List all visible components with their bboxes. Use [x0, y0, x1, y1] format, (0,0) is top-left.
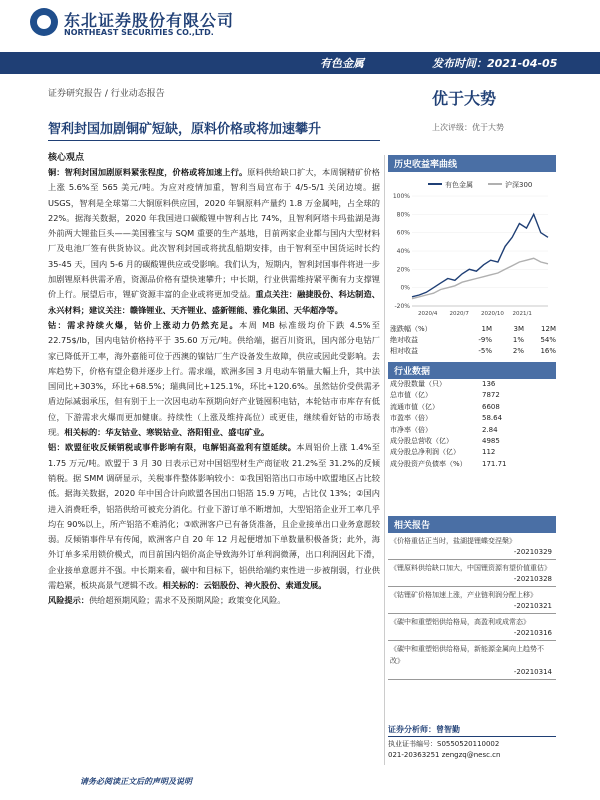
related-report-link[interactable]: 《价格重估正当时，盐湖提锂蝶变涅槃》 — [390, 537, 516, 545]
y-tick-label: 0% — [400, 284, 410, 292]
report-header — [0, 0, 600, 46]
company-logo-icon — [30, 8, 58, 36]
footer-disclaimer: 请务必阅读正文后的声明及说明 — [80, 777, 192, 786]
related-report-date: -20210329 — [388, 547, 556, 560]
performance-table — [390, 324, 556, 357]
report-body — [48, 165, 380, 609]
industry-value: 136 — [482, 380, 496, 388]
analyst-license: 执业证书编号：S0550520110002 — [388, 740, 500, 748]
y-tick-label: 20% — [396, 266, 410, 274]
y-tick-label: 80% — [396, 211, 410, 219]
industry-value: 171.71 — [482, 459, 507, 468]
rating: 优于大势 — [432, 89, 497, 108]
perf-cell: 54% — [540, 336, 556, 344]
company-name-en: NORTHEAST SECURITIES CO.,LTD. — [64, 28, 214, 37]
cobalt-related-list: 华友钴业、寒锐钴业、洛阳钼业、盛屯矿业。 — [105, 427, 270, 438]
cobalt-heading: 钴：需求持续火爆，钴价上涨动力仍然充足。 — [48, 319, 240, 330]
lithium-focus-list: 融捷股份、科达制造、永兴材料； — [48, 289, 380, 315]
publish-date: 发布时间：2021-04-05 — [432, 57, 558, 70]
industry-key: 成分股数量（只） — [390, 380, 446, 388]
aluminum-related-list: 云铝股份、神火股份、索通发展。 — [203, 580, 327, 591]
industry-key: 成分股资产负债率（%） — [390, 459, 467, 468]
industry-key: 市盈率（倍） — [390, 414, 432, 423]
company-name-cn: 东北证券股份有限公司 — [64, 11, 235, 30]
perf-cell: 2% — [512, 347, 524, 355]
report-title: 智利封国加剧铜矿短缺，原料价格或将加速攀升 — [48, 122, 322, 137]
breadcrumb: 证券研究报告 / 行业动态报告 — [48, 89, 165, 99]
risk-paragraph — [48, 593, 380, 608]
perf-row — [390, 335, 556, 346]
industry-row — [388, 402, 556, 413]
x-tick-label: 2021/1 — [512, 311, 532, 317]
industry-key: 成分股总净利润（亿） — [390, 448, 460, 457]
cobalt-text: 本周 MB 标准级均价下跌 4.5%至 22.75$/lb，国内电钴价格持平于 35.60 万元/吨。供给端，据百川资讯，国内部分电钴厂家已降低开工率，海外嘉能可位于西澳的镍钴厂生产设备发生故障，供应或因此受影响。去库趋势下，价格有望企稳并逐步上行。需求端，欧洲多国 3 月电动车销量大幅上升，其中法国同比+303%，环比+68.5%；瑞典同比+125.1%，环比+120.6%。虽然钴价受供需矛盾边际减弱承压，但有别于上一次因电动车预期向好产业链囤积电钴，本轮钴市市库存有低位，下游需求火爆而更加健康。持续性（上涨及维持高位）或更佳，继续看好钴的市场表现。 — [48, 319, 380, 438]
previous-rating: 上次评级：优于大势 — [432, 123, 504, 132]
related-report-link[interactable]: 《碳中和重塑铝供给格局，高盈利或成常态》 — [390, 618, 530, 626]
industry-row — [388, 459, 556, 470]
industry-value: 7872 — [482, 391, 500, 400]
industry-rows — [388, 379, 556, 470]
related-report-date: -20210321 — [388, 601, 556, 614]
lithium-focus-label: 重点关注： — [255, 289, 298, 300]
industry-key: 流通市值（亿） — [390, 402, 439, 411]
industry-value: 4985 — [482, 436, 500, 445]
perf-cell: 相对收益 — [390, 347, 418, 355]
industry-value: 112 — [482, 448, 496, 457]
legend-label: 有色金属 — [445, 181, 473, 189]
related-report-date: -20210328 — [388, 574, 556, 587]
industry-row — [388, 436, 556, 447]
y-tick-label: 40% — [396, 248, 410, 255]
analyst-contact: 021-20363251 zengzq@nesc.cn — [388, 751, 501, 759]
industry-key: 总市值（亿） — [390, 391, 432, 400]
chart-box-title: 历史收益率曲线 — [388, 155, 556, 172]
perf-row — [390, 346, 556, 357]
analyst-name: 证券分析师：曾智勤 — [388, 724, 556, 737]
perf-header-cell: 12M — [541, 325, 556, 333]
industry-row — [388, 425, 556, 436]
aluminum-related-label: 相关标的： — [162, 580, 204, 591]
column-divider — [384, 155, 385, 765]
industry-value: 6608 — [482, 402, 500, 411]
related-box-title: 相关报告 — [388, 516, 556, 533]
aluminum-paragraph — [48, 440, 380, 593]
related-reports-box — [388, 516, 556, 680]
industry-row — [388, 390, 556, 401]
risk-text: 供给超预期风险；需求不及预期风险；政策变化风险。 — [88, 595, 286, 606]
return-chart-box — [388, 155, 556, 324]
perf-cell: -5% — [478, 347, 492, 355]
y-tick-label: 100% — [392, 193, 410, 200]
perf-cell: -9% — [478, 336, 492, 344]
x-tick-label: 2020/7 — [449, 311, 469, 317]
legend-label: 沪深300 — [505, 181, 533, 189]
industry-row — [388, 447, 556, 458]
aluminum-heading: 铝：欧盟征收反倾销税或事件影响有限，电解铝高盈利有望延续。 — [48, 442, 297, 453]
return-chart — [388, 172, 556, 320]
related-report-link[interactable]: 《锂原料供给缺口加大，中国锂资源有望价值重估》 — [390, 564, 551, 572]
related-list — [388, 533, 556, 680]
copper-lithium-paragraph — [48, 165, 380, 318]
industry-key: 市净率（倍） — [390, 425, 432, 434]
industry-row — [388, 379, 556, 390]
analyst-info — [388, 724, 556, 761]
lithium-text: 原料供给缺口扩大，本周铜精矿价格上涨 5.6%至 565 美元/吨。为应对疫情加重，智利当局宣布于 4/5-5/1 关闭边境。据 USGS，智利是全球第二大铜原料供应国，2020 年铜原料产量约 1.8 万金属吨，占全球的 22%。据海关数据，2020 年我国进口碳酸锂中智利占比 74%，且智利阿塔卡玛盐湖是海外前两大锂盐巨头——美国雅宝与 SQM 重要的生产基地，目前两家企业都与国内大型材料厂及电池厂签有供货协议。此次智利封国或将扰乱船期安排，由于智利至中国货运时长约 35-45 天，国内 5-6 月的碳酸锂供应或受影响。我们认为，短期内，智利封国事件将进一步加剧锂原料供需矛盾，资源品价格有望快速攀升；中长期，行业供需维持紧平衡有力支撑锂价上行。展望后市，锂矿资源丰富的企业或将更加受益。 — [48, 167, 380, 300]
lithium-suggest-list: 赣锋锂业、天齐锂业、盛新锂能、雅化集团、天华超净等。 — [129, 304, 343, 315]
industry-label: 有色金属 — [320, 57, 364, 70]
industry-row — [388, 413, 556, 424]
industry-value: 2.84 — [482, 425, 498, 434]
lithium-suggest-label: 建议关注： — [88, 304, 130, 315]
series-line — [412, 214, 548, 296]
perf-header-row — [390, 324, 556, 335]
cobalt-related-label: 相关标的： — [64, 427, 106, 438]
related-report-date: -20210316 — [388, 628, 556, 641]
related-report-date: -20210314 — [388, 667, 556, 680]
related-report-link[interactable]: 《钴锂矿价格加速上涨，产业链利润分配上移》 — [390, 591, 537, 599]
title-rule — [48, 140, 380, 141]
y-tick-label: -20% — [394, 303, 410, 310]
risk-label: 风险提示： — [48, 595, 89, 606]
perf-header-cell: 1M — [481, 325, 492, 333]
industry-key: 成分股总营收（亿） — [390, 436, 453, 445]
industry-box-title: 行业数据 — [388, 362, 556, 379]
perf-cell: 绝对收益 — [390, 336, 418, 344]
industry-data-box — [388, 362, 556, 470]
x-tick-label: 2020/4 — [418, 311, 438, 317]
industry-value: 58.64 — [482, 414, 503, 423]
related-report-link[interactable]: 《碳中和重塑铝供给格局，新能源金属向上趋势不改》 — [390, 645, 544, 665]
x-tick-label: 2020/10 — [481, 311, 504, 317]
perf-cell: 1% — [512, 336, 524, 344]
perf-header-cell: 涨跌幅（%） — [390, 325, 432, 333]
y-tick-label: 60% — [396, 229, 410, 237]
cobalt-paragraph — [48, 318, 380, 440]
aluminum-text: 本周铝价上涨 1.4%至 1.75 万元/吨。欧盟于 3 月 30 日表示已对中国铝型材生产商征收 21.2%至 31.2%的反倾销税。据 SMM 调研显示，关税事件整体影响较小：①我国铝箔出口市场中欧盟地区占比较低。据海关数据，2020 年中国合计向欧盟各国出口铝箔 15.9 万吨，占比仅 13%；②国内进入消费旺季，铝箔供给可被充分消化。行业下游订单不断增加，大型铝箔企业开工率几乎均在 90%以上，所产铝箔不难消化；③欧洲客户已有备货准备，且企业接单出口业务意愿较弱。反倾销事件早有传闻，欧洲客户自 20 年 12 月起便增加下单数量积极备货；此外，海外订单多采用锁价模式，而目前国内铝价高企导致海外订单利润微薄，出口利润因此下滑，企业接单意愿并不强。中长期来看，碳中和目标下，铝供给端约束性进一步被削弱，行业供需趋紧，板块高景气逻辑不改。 — [48, 442, 380, 591]
key-points-label: 核心观点 — [48, 153, 85, 163]
lithium-heading: 铜：智利封国加剧原料紧张程度，价格或将加速上行。 — [48, 167, 248, 177]
series-line — [412, 258, 548, 298]
perf-cell: 16% — [540, 347, 556, 355]
perf-header-cell: 3M — [513, 325, 524, 333]
